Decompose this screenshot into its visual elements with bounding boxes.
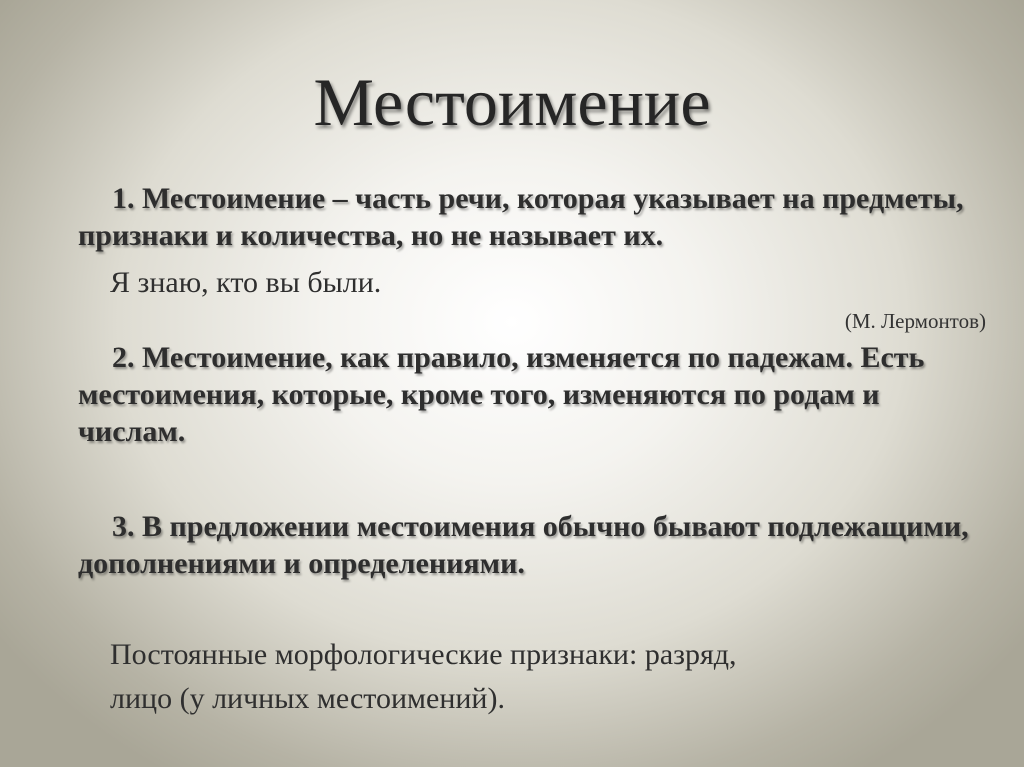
features-line-1: Постоянные морфологические признаки: разряд, bbox=[110, 638, 737, 671]
example-quote: Я знаю, кто вы были. bbox=[110, 266, 382, 299]
slide-title: Местоимение bbox=[313, 64, 711, 140]
point-1: 1. Местоимение – часть речи, которая указывает на предметы, признаки и количества, но не называет их. bbox=[78, 182, 964, 252]
point-2: 2. Местоимение, как правило, изменяется по падежам. Есть местоимения, которые, кроме того, изменяются по родам и числам. bbox=[78, 341, 925, 448]
features-line-2: лицо (у личных местоимений). bbox=[110, 682, 505, 715]
point-3: 3. В предложении местоимения обычно бывают подлежащими, дополнениями и определениями. bbox=[78, 510, 969, 580]
quote-attribution: (М. Лермонтов) bbox=[844, 309, 986, 333]
